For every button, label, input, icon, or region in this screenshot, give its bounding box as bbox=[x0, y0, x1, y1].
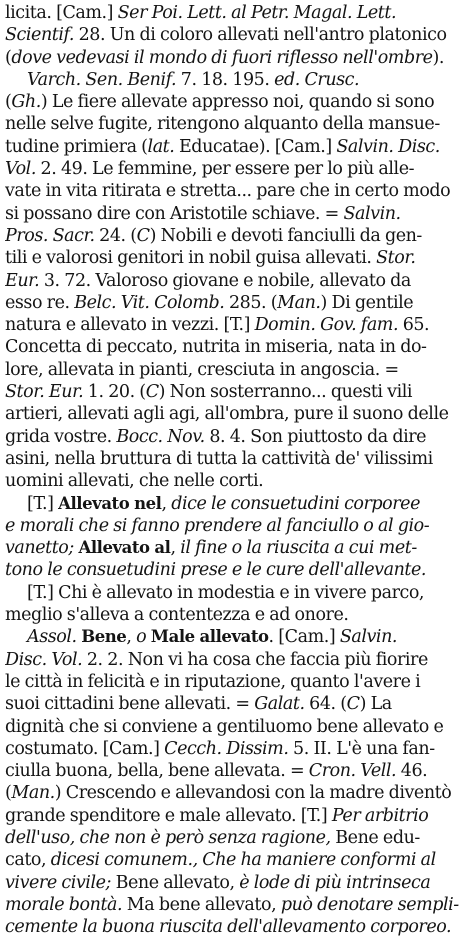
italic-text-segment: il fine o la riuscita a cui met- bbox=[180, 538, 417, 559]
text-segment: [T.] bbox=[27, 493, 59, 514]
text-segment: 3. 72. Valoroso giovane e nobile, allevato da bbox=[39, 270, 411, 291]
italic-text-segment: Pros. Sacr. bbox=[5, 225, 95, 246]
text-segment: 28. Un di coloro allevati nell'antro platonico bbox=[74, 25, 447, 46]
text-segment: [T.] Chi è allevato in modestia e in vivere parco, bbox=[27, 582, 425, 603]
text-line bbox=[5, 69, 469, 91]
italic-text-segment: Man. bbox=[11, 783, 55, 804]
text-segment: dignità che si conviene a gentiluomo bene allevato e bbox=[5, 716, 444, 737]
text-line bbox=[5, 24, 469, 46]
text-segment: 1. 20. ( bbox=[83, 382, 146, 403]
bold-text-segment: Male allevato bbox=[150, 627, 269, 647]
text-line bbox=[5, 91, 469, 113]
text-segment: ( bbox=[5, 47, 12, 68]
text-line bbox=[5, 916, 469, 938]
italic-text-segment: Cecch. Dissim. bbox=[164, 738, 289, 759]
text-segment: meglio s'alleva a contentezza e ad onore. bbox=[5, 605, 349, 626]
text-line bbox=[5, 515, 469, 537]
text-segment: , bbox=[170, 538, 181, 559]
italic-text-segment: Bocc. Nov. bbox=[116, 426, 205, 447]
italic-text-segment: Assol. bbox=[27, 627, 82, 648]
text-line bbox=[5, 894, 469, 916]
text-segment: Bene edu- bbox=[330, 827, 420, 848]
text-segment: 5. II. L'è una fan- bbox=[288, 738, 435, 759]
text-line bbox=[5, 292, 469, 314]
italic-text-segment: e morali che si fanno prendere al fanciullo o al gio- bbox=[5, 515, 430, 536]
text-line bbox=[5, 136, 469, 158]
text-segment: 24. ( bbox=[94, 225, 137, 246]
italic-text-segment: lat. bbox=[147, 136, 175, 157]
italic-text-segment: tono le consuetudini prese e le cure dell'allevante. bbox=[5, 560, 427, 581]
text-segment: ) Crescendo e allevandosi con la madre diventò bbox=[54, 783, 452, 804]
text-segment: si possano dire con Aristotile schiave. = bbox=[5, 203, 344, 224]
bold-text-segment: Bene bbox=[81, 627, 127, 647]
text-segment: artieri, allevati agli agi, all'ombra, pure il suono delle bbox=[5, 404, 449, 425]
text-segment: 65. bbox=[398, 315, 430, 336]
text-segment: , bbox=[161, 493, 172, 514]
italic-text-segment: dicesi comunem., Che ha maniere conformi al bbox=[50, 850, 436, 871]
italic-text-segment: Domin. Gov. fam. bbox=[254, 315, 399, 336]
italic-text-segment: Galat. bbox=[254, 694, 305, 715]
text-segment: 8. 4. Son piuttosto da dire bbox=[204, 426, 427, 447]
text-segment: ) Nobili e devoti fanciulli da gen- bbox=[149, 225, 422, 246]
italic-text-segment: Salvin. Disc. bbox=[336, 136, 440, 157]
text-segment: tudine primiera ( bbox=[5, 136, 148, 157]
text-segment: 46. bbox=[396, 761, 428, 782]
italic-text-segment: morale bontà. bbox=[5, 894, 123, 915]
italic-text-segment: ed. Crusc. bbox=[274, 69, 360, 90]
italic-text-segment: Disc. Vol. bbox=[5, 649, 83, 670]
text-line bbox=[5, 381, 469, 403]
italic-text-segment: Cron. Vell. bbox=[308, 761, 397, 782]
text-line bbox=[5, 604, 469, 626]
text-segment: 2. 49. Le femmine, per essere per lo più alle- bbox=[35, 159, 415, 180]
bold-text-segment: Allevato al bbox=[78, 538, 171, 558]
text-segment: suoi cittadini bene allevati. = bbox=[5, 694, 255, 715]
italic-text-segment: Belc. Vit. Colomb. bbox=[74, 292, 225, 313]
italic-text-segment: vivere civile; bbox=[5, 872, 111, 893]
italic-text-segment: Scientif. bbox=[5, 25, 75, 46]
text-line bbox=[5, 537, 469, 559]
text-segment: ) Di gentile bbox=[320, 292, 414, 313]
text-segment: grida vostre. bbox=[5, 426, 117, 447]
italic-text-segment: Varch. Sen. Benif. bbox=[27, 69, 177, 90]
text-line bbox=[5, 180, 469, 202]
dictionary-entry-text bbox=[5, 2, 469, 938]
italic-text-segment: Ser Poi. Lett. al Petr. Magal. Lett. bbox=[117, 3, 397, 23]
text-segment: 7. 18. 195. bbox=[176, 69, 275, 90]
text-line bbox=[5, 626, 469, 648]
text-segment: ) La bbox=[359, 694, 392, 715]
text-line bbox=[5, 314, 469, 336]
text-line bbox=[5, 448, 469, 470]
text-line bbox=[5, 693, 469, 715]
text-line bbox=[5, 760, 469, 782]
text-segment: 285. ( bbox=[224, 292, 278, 313]
italic-text-segment: è lode di più intrinseca bbox=[239, 872, 431, 893]
italic-text-segment: Vol. bbox=[5, 159, 36, 180]
text-line bbox=[5, 336, 469, 358]
text-segment: costumato. [Cam.] bbox=[5, 738, 165, 759]
text-segment: le città in felicità e in riputazione, quanto l'avere i bbox=[5, 671, 421, 692]
italic-text-segment: dell'uso, che non è però senza ragione, bbox=[5, 827, 331, 848]
text-segment: ). bbox=[432, 47, 445, 68]
text-segment: esso re. bbox=[5, 292, 75, 313]
text-line bbox=[5, 2, 469, 24]
text-line bbox=[5, 805, 469, 827]
italic-text-segment: Man. bbox=[277, 292, 321, 313]
italic-text-segment: può denotare sempli- bbox=[280, 894, 459, 915]
italic-text-segment: dove vedevasi il mondo di fuori riflesso nell'ombre bbox=[11, 47, 433, 68]
text-segment: 2. 2. Non vi ha cosa che faccia più fiorire bbox=[82, 649, 428, 670]
text-line bbox=[5, 158, 469, 180]
text-segment: vate in vita ritirata e stretta... pare che in certo modo bbox=[5, 181, 451, 202]
text-line bbox=[5, 849, 469, 871]
text-line bbox=[5, 47, 469, 69]
text-line bbox=[5, 559, 469, 581]
text-line bbox=[5, 872, 469, 894]
italic-text-segment: Eur. bbox=[5, 270, 40, 291]
text-line bbox=[5, 738, 469, 760]
italic-text-segment: Stor. Eur. bbox=[5, 382, 84, 403]
text-segment: ciulla buona, bella, bene allevata. = bbox=[5, 761, 309, 782]
text-line bbox=[5, 649, 469, 671]
italic-text-segment: Salvin. bbox=[339, 627, 398, 648]
text-segment: uomini allevati, che nelle corti. bbox=[5, 471, 264, 492]
text-line bbox=[5, 247, 469, 269]
text-line bbox=[5, 671, 469, 693]
text-segment: . [Cam.] bbox=[268, 627, 340, 648]
text-line bbox=[5, 203, 469, 225]
text-segment: Ma bene allevato, bbox=[122, 894, 281, 915]
text-segment: Bene allevato, bbox=[110, 872, 240, 893]
text-line bbox=[5, 225, 469, 247]
italic-text-segment: Stor. bbox=[376, 248, 416, 269]
text-segment: , bbox=[126, 627, 137, 648]
text-line bbox=[5, 403, 469, 425]
italic-text-segment: Per arbitrio bbox=[331, 805, 429, 826]
text-line bbox=[5, 426, 469, 448]
italic-text-segment: vanetto; bbox=[5, 538, 79, 559]
text-segment: lore, allevata in pianti, cresciuta in angoscia. = bbox=[5, 359, 399, 380]
text-line bbox=[5, 359, 469, 381]
text-segment: ) Non sosterranno... questi vili bbox=[158, 382, 413, 403]
text-segment: licita. [Cam.] bbox=[5, 3, 118, 23]
text-segment: asini, nella bruttura di tutta la cattività de' vilissimi bbox=[5, 448, 433, 469]
text-line bbox=[5, 270, 469, 292]
text-segment: Educatae). [Cam.] bbox=[174, 136, 337, 157]
text-line bbox=[5, 470, 469, 492]
text-segment: 64. ( bbox=[304, 694, 347, 715]
italic-text-segment: C bbox=[145, 382, 159, 403]
text-line bbox=[5, 582, 469, 604]
italic-text-segment: Gh. bbox=[11, 92, 41, 113]
italic-text-segment: C bbox=[136, 225, 150, 246]
bold-text-segment: Allevato nel bbox=[58, 493, 162, 513]
text-segment: ( bbox=[5, 92, 12, 113]
italic-text-segment: cemente la buona riuscita dell'allevamento corporeo. bbox=[5, 917, 452, 938]
text-line bbox=[5, 493, 469, 515]
italic-text-segment: o bbox=[136, 627, 151, 648]
text-segment: nelle selve fugite, ritengono alquanto della mansue- bbox=[5, 114, 440, 135]
text-segment: ( bbox=[5, 783, 12, 804]
text-segment: cato, bbox=[5, 850, 51, 871]
text-segment: ) Le fiere allevate appresso noi, quando si sono bbox=[40, 92, 435, 113]
italic-text-segment: Salvin. bbox=[343, 203, 401, 224]
italic-text-segment: dice le consuetudini corporee bbox=[171, 493, 420, 514]
text-line bbox=[5, 827, 469, 849]
text-line bbox=[5, 113, 469, 135]
text-segment: natura e allevato in vezzi. [T.] bbox=[5, 315, 255, 336]
text-line bbox=[5, 716, 469, 738]
text-segment: tili e valorosi genitori in nobil guisa allevati. bbox=[5, 248, 377, 269]
text-segment: grande spenditore e male allevato. [T.] bbox=[5, 805, 332, 826]
text-line bbox=[5, 782, 469, 804]
italic-text-segment: C bbox=[346, 694, 360, 715]
text-segment: Concetta di peccato, nutrita in miseria, nata in do- bbox=[5, 337, 427, 358]
